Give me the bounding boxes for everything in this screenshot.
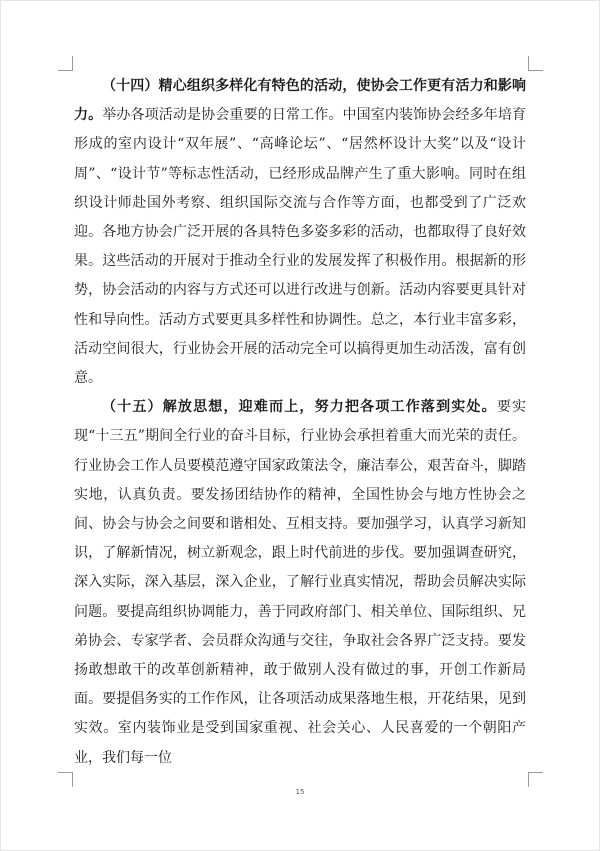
page-body [74,72,526,773]
paragraph-15-body: 要实现“十三五”期间全行业的奋斗目标，行业协会承担着重大而光荣的责任。行业协会工作人员要模范遵守国家政策法令，廉洁奉公，艰苦奋斗，脚踏实地，认真负责。要发扬团结协作的精神，全国性协会与地方性协会之间、协会与协会之间要和谐相处、互相支持。要加强学习，认真学习新知识，了解新情况，树立新观念，跟上时代前进的步伐。要加强调查研究，深入实际，深入基层，深入企业，了解行业真实情况，帮助会员解决实际问题。要提高组织协调能力，善于同政府部门、相关单位、国际组织、兄弟协会、专家学者、会员群众沟通与交往，争取社会各界广泛支持。要发扬敢想敢干的改革创新精神，敢于做别人没有做过的事，开创工作新局面。要提倡务实的工作作风，让各项活动成果落地生根，开花结果，见到实效。室内装饰业是受到国家重视、社会关心、人民喜爱的一个朝阳产业，我们每一位 [74,399,527,766]
crop-mark-bottom-right [528,772,543,787]
crop-mark-bottom-left [58,772,73,787]
paragraph-15 [74,393,526,773]
page-number: 15 [295,788,305,796]
paragraph-14 [74,72,526,393]
paragraph-14-lead: （十四）精心组织多样化有特色的活动，使协会工作更有活力和影响力。 [74,78,526,124]
crop-mark-top-left [58,56,73,71]
paragraph-15-lead: （十五）解放思想，迎难而上，努力把各项工作落到实处。 [102,399,497,416]
paragraph-14-body: 举办各项活动是协会重要的日常工作。中国室内装饰协会经多年培育形成的室内设计“双年展”、“高峰论坛”、“居然杯设计大奖”以及“设计周”、“设计节”等标志性活动，已经形成品牌产生了重大影响。同时在组织设计师赴国外考察、组织国际交流与合作等方面，也都受到了广泛欢迎。各地方协会广泛开展的各具特色多姿多彩的活动，也都取得了良好效果。这些活动的开展对于推动全行业的发展发挥了积极作用。根据新的形势，协会活动的内容与方式还可以进行改进与创新。活动内容要更具针对性和导向性。活动方式要更具多样性和协调性。总之，本行业丰富多彩，活动空间很大，行业协会开展的活动完全可以搞得更加生动活泼，富有创意。 [74,107,527,387]
crop-mark-top-right [528,56,543,71]
